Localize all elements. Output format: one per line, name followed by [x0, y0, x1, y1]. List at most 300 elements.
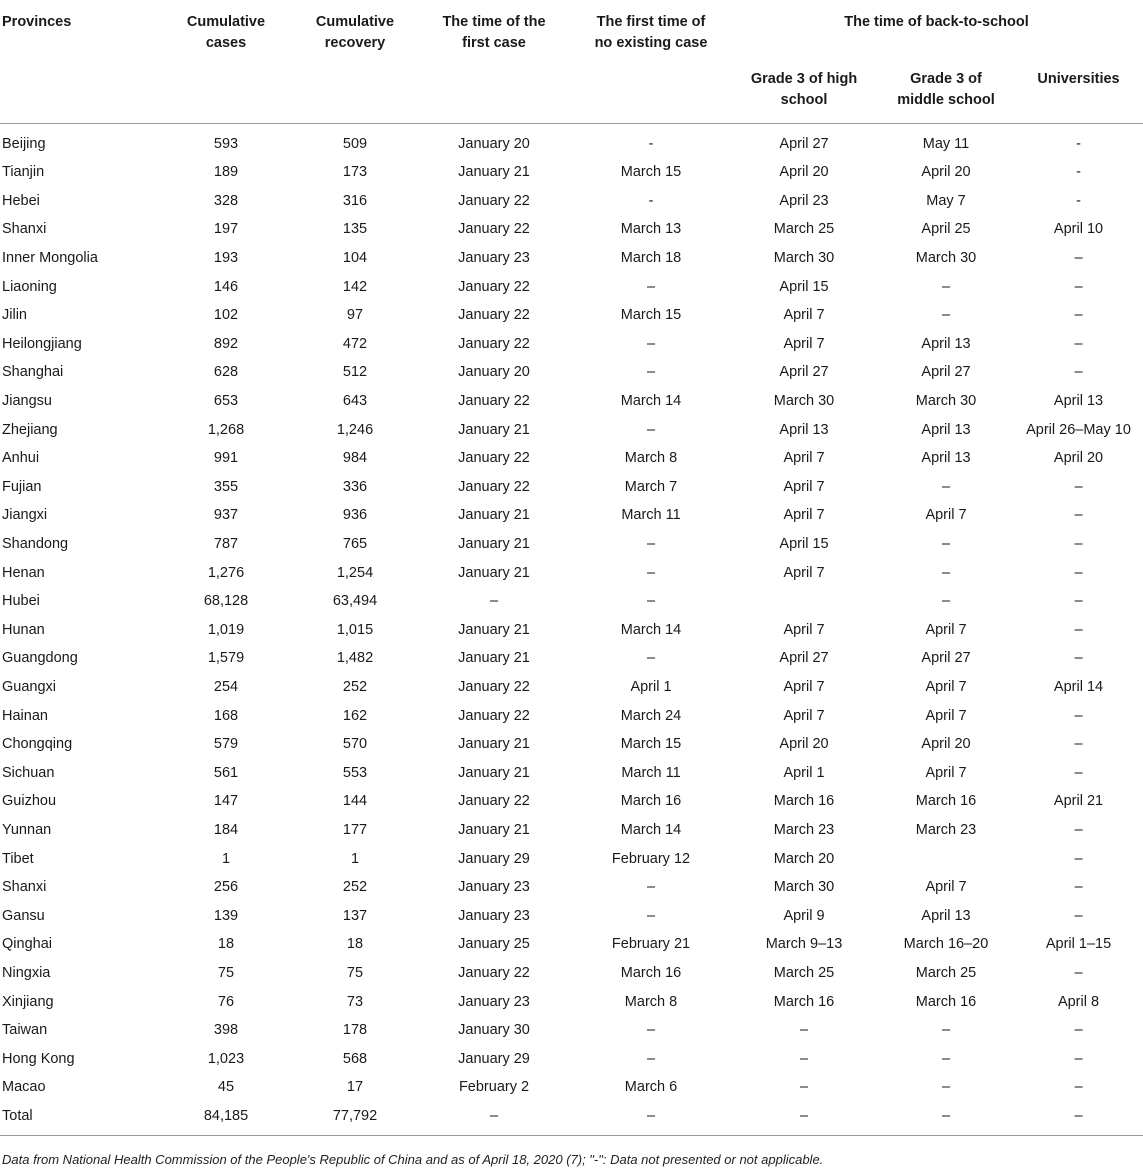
- cell-first-case: January 23: [458, 879, 530, 896]
- cell-cumulative-recovery: 336: [342, 478, 368, 495]
- cell-no-existing-case: –: [646, 421, 656, 438]
- cell-grade3-high: [730, 587, 878, 616]
- cell-universities: –: [1074, 250, 1083, 267]
- header-no-existing-case-line1: The first time of: [596, 14, 706, 30]
- cell-no-existing-case: March 11: [621, 764, 681, 781]
- cell-universities: –: [1074, 650, 1083, 667]
- cell-grade3-middle: –: [941, 536, 951, 553]
- cell-no-existing-case: March 8: [624, 450, 678, 467]
- cell-universities: -: [1076, 136, 1081, 152]
- cell-province: Macao: [2, 1079, 46, 1096]
- cell-universities: April 20: [1053, 450, 1104, 467]
- cell-province: Xinjiang: [2, 993, 54, 1010]
- cell-no-existing-case: March 16: [620, 964, 682, 981]
- table-row: [0, 1016, 1143, 1045]
- cell-grade3-middle: April 7: [925, 678, 967, 695]
- table-row: [0, 587, 1143, 616]
- cell-universities: –: [1074, 907, 1083, 924]
- header-provinces-text: Provinces: [2, 14, 72, 30]
- cell-cumulative-recovery: 77,792: [332, 1107, 378, 1124]
- table-row: [0, 158, 1143, 187]
- cell-grade3-middle: –: [941, 478, 951, 495]
- header-first-case-line2: first case: [462, 35, 526, 51]
- cell-cumulative-cases: 398: [213, 1022, 239, 1039]
- header-universities: [1014, 33, 1143, 124]
- cell-cumulative-cases: 139: [213, 907, 239, 924]
- header-grade3-high: [730, 33, 878, 124]
- cell-cumulative-cases: 84,185: [203, 1107, 249, 1124]
- cell-province: Shanghai: [2, 364, 64, 381]
- table-row: [0, 1102, 1143, 1136]
- cell-cumulative-cases: 1,019: [207, 621, 245, 638]
- cell-first-case: January 21: [458, 621, 530, 638]
- cell-province: Guizhou: [2, 793, 57, 810]
- cell-grade3-middle: April 27: [921, 650, 971, 667]
- cell-universities: –: [1074, 707, 1083, 724]
- cell-grade3-middle: March 16: [915, 993, 977, 1010]
- cell-grade3-middle: April 7: [925, 621, 967, 638]
- cell-cumulative-recovery: 173: [342, 164, 368, 181]
- cell-cumulative-recovery: 553: [342, 764, 368, 781]
- header-cumulative-recovery-line1: Cumulative: [315, 14, 395, 30]
- cell-grade3-middle: April 25: [921, 221, 971, 238]
- cell-grade3-high: April 13: [779, 421, 829, 438]
- cell-province: Zhejiang: [2, 421, 58, 438]
- cell-cumulative-recovery: 936: [342, 507, 368, 524]
- cell-cumulative-recovery: 178: [342, 1022, 368, 1039]
- cell-first-case: January 22: [458, 707, 530, 724]
- cell-grade3-high: –: [799, 1050, 809, 1067]
- cell-cumulative-recovery: 316: [342, 192, 368, 209]
- cell-cumulative-recovery: 1,015: [336, 621, 374, 638]
- table-row: [0, 1073, 1143, 1102]
- cell-cumulative-recovery: 177: [342, 821, 368, 838]
- cell-first-case: January 22: [458, 964, 530, 981]
- cell-no-existing-case: –: [646, 564, 656, 581]
- cell-province: Liaoning: [2, 278, 57, 295]
- table-row: [0, 501, 1143, 530]
- cell-grade3-high: April 7: [783, 450, 825, 467]
- cell-grade3-middle: March 16–20: [903, 936, 989, 953]
- table-row: [0, 530, 1143, 559]
- cell-cumulative-recovery: 135: [342, 221, 368, 238]
- table-row: [0, 873, 1143, 902]
- table-row: [0, 330, 1143, 359]
- cell-grade3-high: April 27: [779, 650, 829, 667]
- cell-no-existing-case: March 14: [620, 393, 682, 410]
- cell-cumulative-recovery: 252: [342, 678, 368, 695]
- header-grade3-middle-line2: middle school: [897, 92, 995, 108]
- cell-universities: –: [1074, 564, 1083, 581]
- cell-province: Taiwan: [2, 1022, 48, 1039]
- cell-cumulative-cases: 593: [213, 136, 239, 152]
- cell-no-existing-case: –: [646, 335, 656, 352]
- cell-first-case: January 22: [458, 393, 530, 410]
- cell-no-existing-case: March 24: [620, 707, 682, 724]
- table-row: [0, 558, 1143, 587]
- cell-grade3-middle: March 25: [915, 964, 977, 981]
- cell-no-existing-case: March 15: [620, 736, 682, 753]
- cell-grade3-high: April 7: [783, 678, 825, 695]
- cell-first-case: January 21: [458, 536, 530, 553]
- table-row: [0, 816, 1143, 845]
- cell-first-case: January 21: [458, 421, 530, 438]
- cell-no-existing-case: March 7: [624, 478, 678, 495]
- cell-no-existing-case: –: [646, 593, 656, 610]
- cell-cumulative-recovery: 162: [342, 707, 368, 724]
- cell-first-case: January 21: [458, 650, 530, 667]
- cell-cumulative-cases: 68,128: [203, 593, 249, 610]
- cell-grade3-high: April 23: [779, 192, 829, 209]
- header-cumulative-recovery-line2: recovery: [324, 35, 386, 51]
- cell-cumulative-cases: 45: [217, 1079, 235, 1096]
- cell-first-case: January 22: [458, 192, 530, 209]
- cell-cumulative-cases: 561: [213, 764, 239, 781]
- table-row: [0, 901, 1143, 930]
- cell-universities: –: [1074, 1022, 1083, 1039]
- cell-no-existing-case: -: [648, 192, 654, 209]
- cell-no-existing-case: –: [646, 1022, 656, 1039]
- table-row: [0, 187, 1143, 216]
- cell-grade3-high: March 30: [773, 250, 835, 267]
- cell-cumulative-cases: 75: [217, 964, 235, 981]
- table-row: [0, 473, 1143, 502]
- cell-grade3-middle: April 20: [921, 164, 971, 181]
- header-no-existing-case-line2: no existing case: [594, 35, 708, 51]
- table-row: [0, 387, 1143, 416]
- cell-first-case: January 22: [458, 450, 530, 467]
- cell-universities: –: [1074, 278, 1083, 295]
- cell-grade3-middle: April 7: [925, 507, 967, 524]
- cell-universities: –: [1074, 478, 1083, 495]
- cell-cumulative-cases: 1,579: [207, 650, 245, 667]
- cell-cumulative-recovery: 568: [342, 1050, 368, 1067]
- cell-cumulative-recovery: 73: [346, 993, 364, 1010]
- cell-first-case: January 21: [458, 764, 530, 781]
- cell-grade3-middle: –: [941, 278, 951, 295]
- cell-cumulative-recovery: 570: [342, 736, 368, 753]
- header-back-to-school: [730, 0, 1143, 33]
- cell-universities: April 10: [1053, 221, 1104, 238]
- cell-no-existing-case: March 18: [620, 250, 682, 267]
- cell-grade3-high: April 15: [779, 536, 829, 553]
- cell-cumulative-recovery: 63,494: [332, 593, 378, 610]
- cell-no-existing-case: March 11: [621, 507, 681, 524]
- table-row: [0, 787, 1143, 816]
- cell-no-existing-case: -: [648, 136, 654, 152]
- cell-grade3-high: April 7: [783, 507, 825, 524]
- cell-universities: –: [1074, 536, 1083, 553]
- cell-grade3-middle: March 16: [915, 793, 977, 810]
- cell-cumulative-cases: 193: [213, 250, 239, 267]
- cell-first-case: January 21: [458, 564, 530, 581]
- cell-cumulative-recovery: 984: [342, 450, 368, 467]
- cell-grade3-middle: May 7: [926, 192, 966, 209]
- header-row-1: [0, 0, 1143, 33]
- cell-no-existing-case: –: [646, 364, 656, 381]
- cell-province: Gansu: [2, 907, 45, 924]
- cell-province: Chongqing: [2, 736, 73, 753]
- cell-first-case: January 20: [458, 136, 530, 152]
- table-row: [0, 987, 1143, 1016]
- cell-universities: -: [1076, 192, 1081, 209]
- cell-grade3-high: –: [799, 1107, 809, 1124]
- cell-no-existing-case: –: [646, 1050, 656, 1067]
- cell-cumulative-cases: 892: [213, 335, 239, 352]
- cell-cumulative-recovery: 472: [342, 335, 368, 352]
- cell-grade3-high: March 25: [773, 964, 835, 981]
- cell-province: Yunnan: [2, 821, 52, 838]
- table-row: [0, 644, 1143, 673]
- cell-first-case: January 22: [458, 221, 530, 238]
- table-row: [0, 701, 1143, 730]
- cell-universities: –: [1074, 335, 1083, 352]
- cell-province: Henan: [2, 564, 45, 581]
- cell-province: Ningxia: [2, 964, 51, 981]
- table-row: [0, 959, 1143, 988]
- cell-grade3-high: April 27: [779, 136, 829, 152]
- header-back-to-school-text: The time of back-to-school: [844, 14, 1029, 30]
- cell-grade3-middle: March 30: [915, 250, 977, 267]
- cell-grade3-middle: April 13: [921, 450, 971, 467]
- cell-no-existing-case: March 8: [624, 993, 678, 1010]
- cell-cumulative-cases: 1,268: [207, 421, 245, 438]
- cell-universities: –: [1074, 736, 1083, 753]
- cell-cumulative-cases: 579: [213, 736, 239, 753]
- cell-first-case: January 22: [458, 793, 530, 810]
- table-row: [0, 415, 1143, 444]
- cell-first-case: February 2: [458, 1079, 530, 1096]
- table-row: [0, 730, 1143, 759]
- cell-first-case: January 22: [458, 307, 530, 324]
- cell-first-case: January 23: [458, 250, 530, 267]
- cell-province: Guangdong: [2, 650, 78, 667]
- cell-first-case: January 29: [458, 1050, 530, 1067]
- cell-cumulative-recovery: 1,246: [336, 421, 374, 438]
- cell-cumulative-cases: 1: [221, 850, 231, 867]
- cell-universities: –: [1074, 850, 1083, 867]
- cell-first-case: January 21: [458, 736, 530, 753]
- cell-province: Anhui: [2, 450, 40, 467]
- cell-cumulative-recovery: 252: [342, 879, 368, 896]
- table-row: [0, 272, 1143, 301]
- cell-province: Tibet: [2, 850, 34, 867]
- cell-no-existing-case: –: [646, 278, 656, 295]
- cell-first-case: –: [489, 593, 499, 610]
- cell-grade3-middle: –: [941, 1050, 951, 1067]
- cell-cumulative-recovery: 104: [342, 250, 368, 267]
- table-row: [0, 930, 1143, 959]
- cell-universities: –: [1074, 507, 1083, 524]
- cell-first-case: January 22: [458, 335, 530, 352]
- cell-no-existing-case: –: [646, 1107, 656, 1124]
- cell-grade3-high: March 16: [773, 993, 835, 1010]
- cell-grade3-high: March 9–13: [765, 936, 843, 953]
- header-first-case-line1: The time of the: [442, 14, 546, 30]
- cell-grade3-high: March 30: [773, 879, 835, 896]
- table-row: [0, 673, 1143, 702]
- header-provinces: [0, 0, 158, 124]
- cell-cumulative-recovery: 509: [342, 136, 368, 152]
- cell-cumulative-cases: 184: [213, 821, 239, 838]
- cell-no-existing-case: –: [646, 536, 656, 553]
- cell-cumulative-cases: 653: [213, 393, 239, 410]
- cell-grade3-middle: –: [941, 564, 951, 581]
- table-row: [0, 301, 1143, 330]
- cell-grade3-high: April 20: [779, 164, 829, 181]
- cell-universities: April 1–15: [1045, 936, 1112, 953]
- cell-cumulative-recovery: 75: [346, 964, 364, 981]
- cell-cumulative-recovery: 643: [342, 393, 368, 410]
- cell-cumulative-cases: 1,276: [207, 564, 245, 581]
- header-grade3-high-line1: Grade 3 of high: [750, 71, 858, 87]
- cell-province: Qinghai: [2, 936, 52, 953]
- cell-province: Hebei: [2, 192, 40, 209]
- cell-cumulative-cases: 787: [213, 536, 239, 553]
- cell-grade3-high: April 27: [779, 364, 829, 381]
- cell-grade3-middle: April 7: [925, 879, 967, 896]
- cell-universities: April 13: [1053, 393, 1104, 410]
- cell-grade3-middle: –: [941, 1079, 951, 1096]
- cell-no-existing-case: –: [646, 879, 656, 896]
- cell-province: Jiangsu: [2, 393, 52, 410]
- cell-universities: –: [1074, 1107, 1083, 1124]
- cell-universities: –: [1074, 593, 1083, 610]
- cell-grade3-high: March 23: [773, 821, 835, 838]
- cell-universities: –: [1074, 621, 1083, 638]
- table-row: [0, 124, 1143, 159]
- cell-no-existing-case: February 12: [611, 850, 691, 867]
- cell-grade3-middle: April 13: [921, 335, 971, 352]
- header-cumulative-cases: [158, 0, 294, 124]
- cell-cumulative-recovery: 765: [342, 536, 368, 553]
- cell-grade3-high: March 25: [773, 221, 835, 238]
- cell-first-case: January 21: [458, 164, 530, 181]
- cell-cumulative-recovery: 137: [342, 907, 368, 924]
- cell-universities: -: [1076, 164, 1081, 181]
- cell-province: Guangxi: [2, 678, 57, 695]
- cell-universities: –: [1074, 764, 1083, 781]
- cell-universities: –: [1074, 821, 1083, 838]
- cell-grade3-middle: March 23: [915, 821, 977, 838]
- cell-no-existing-case: February 21: [611, 936, 691, 953]
- cell-universities: –: [1074, 1079, 1083, 1096]
- header-cumulative-cases-line2: cases: [205, 35, 247, 51]
- cell-province: Hong Kong: [2, 1050, 75, 1067]
- header-no-existing-case: [572, 0, 730, 124]
- cell-cumulative-cases: 254: [213, 678, 239, 695]
- cell-grade3-high: April 1: [783, 764, 825, 781]
- cell-grade3-high: March 20: [773, 850, 835, 867]
- cell-universities: –: [1074, 879, 1083, 896]
- cell-grade3-middle: –: [941, 1107, 951, 1124]
- cell-no-existing-case: March 15: [620, 164, 682, 181]
- cell-grade3-middle: April 13: [921, 421, 971, 438]
- table-row: [0, 358, 1143, 387]
- cell-no-existing-case: March 15: [620, 307, 682, 324]
- table-row: [0, 244, 1143, 273]
- cell-grade3-high: March 30: [773, 393, 835, 410]
- table-row: [0, 758, 1143, 787]
- cell-grade3-high: April 7: [783, 307, 825, 324]
- cell-cumulative-cases: 18: [217, 936, 235, 953]
- cell-cumulative-recovery: 1,254: [336, 564, 374, 581]
- cell-grade3-middle: April 7: [925, 707, 967, 724]
- cell-cumulative-cases: 168: [213, 707, 239, 724]
- cell-cumulative-recovery: 142: [342, 278, 368, 295]
- cell-no-existing-case: March 6: [624, 1079, 678, 1096]
- cell-grade3-high: April 9: [783, 907, 825, 924]
- cell-cumulative-recovery: 17: [346, 1079, 364, 1096]
- cell-province: Jilin: [2, 307, 27, 324]
- cell-grade3-high: March 16: [773, 793, 835, 810]
- table-row: [0, 444, 1143, 473]
- table-body: [0, 124, 1143, 1136]
- cell-grade3-high: April 7: [783, 564, 825, 581]
- cell-no-existing-case: –: [646, 907, 656, 924]
- cell-grade3-middle: April 13: [921, 907, 971, 924]
- cell-cumulative-recovery: 512: [342, 364, 368, 381]
- cell-cumulative-cases: 328: [213, 192, 239, 209]
- cell-grade3-middle: April 7: [925, 764, 967, 781]
- table-footnote: Data from National Health Commission of the People's Republic of China and as of April 18, 2020 (7); "-": Data not presented or not applicable.: [2, 1152, 824, 1167]
- table-row: [0, 215, 1143, 244]
- cell-no-existing-case: March 14: [620, 821, 682, 838]
- cell-grade3-middle: –: [941, 307, 951, 324]
- cell-cumulative-recovery: 1,482: [336, 650, 374, 667]
- cell-province: Tianjin: [2, 164, 45, 181]
- cell-cumulative-cases: 189: [213, 164, 239, 181]
- cell-province: Shanxi: [2, 879, 47, 896]
- cell-grade3-high: April 7: [783, 707, 825, 724]
- header-universities-text: Universities: [1037, 71, 1120, 87]
- cell-first-case: January 22: [458, 278, 530, 295]
- cell-first-case: January 22: [458, 478, 530, 495]
- cell-cumulative-recovery: 97: [346, 307, 364, 324]
- cell-cumulative-cases: 76: [217, 993, 235, 1010]
- cell-cumulative-cases: 146: [213, 278, 239, 295]
- cell-grade3-middle: May 11: [922, 136, 970, 152]
- cell-cumulative-cases: 102: [213, 307, 239, 324]
- cell-grade3-high: April 15: [779, 278, 829, 295]
- cell-no-existing-case: –: [646, 650, 656, 667]
- cell-first-case: January 23: [458, 993, 530, 1010]
- cell-universities: April 14: [1053, 678, 1104, 695]
- header-cumulative-cases-line1: Cumulative: [186, 14, 266, 30]
- cell-first-case: January 23: [458, 907, 530, 924]
- cell-universities: April 21: [1053, 793, 1104, 810]
- header-first-case: [416, 0, 572, 124]
- table-row: [0, 616, 1143, 645]
- cell-cumulative-cases: 628: [213, 364, 239, 381]
- header-cumulative-recovery: [294, 0, 416, 124]
- cell-first-case: January 29: [458, 850, 530, 867]
- cell-grade3-middle: April 27: [921, 364, 971, 381]
- cell-first-case: January 21: [458, 821, 530, 838]
- cell-first-case: January 30: [458, 1022, 530, 1039]
- cell-cumulative-cases: 256: [213, 879, 239, 896]
- cell-universities: April 26–May 10: [1026, 421, 1131, 438]
- cell-province: Hainan: [2, 707, 48, 724]
- cell-no-existing-case: March 14: [620, 621, 682, 638]
- cell-cumulative-cases: 937: [213, 507, 239, 524]
- cell-province: Total: [2, 1107, 33, 1124]
- header-grade3-high-line2: school: [780, 92, 828, 108]
- cell-province: Sichuan: [2, 764, 55, 781]
- cell-cumulative-cases: 1,023: [207, 1050, 245, 1067]
- cell-cumulative-recovery: 1: [350, 850, 360, 867]
- cell-province: Heilongjiang: [2, 335, 82, 352]
